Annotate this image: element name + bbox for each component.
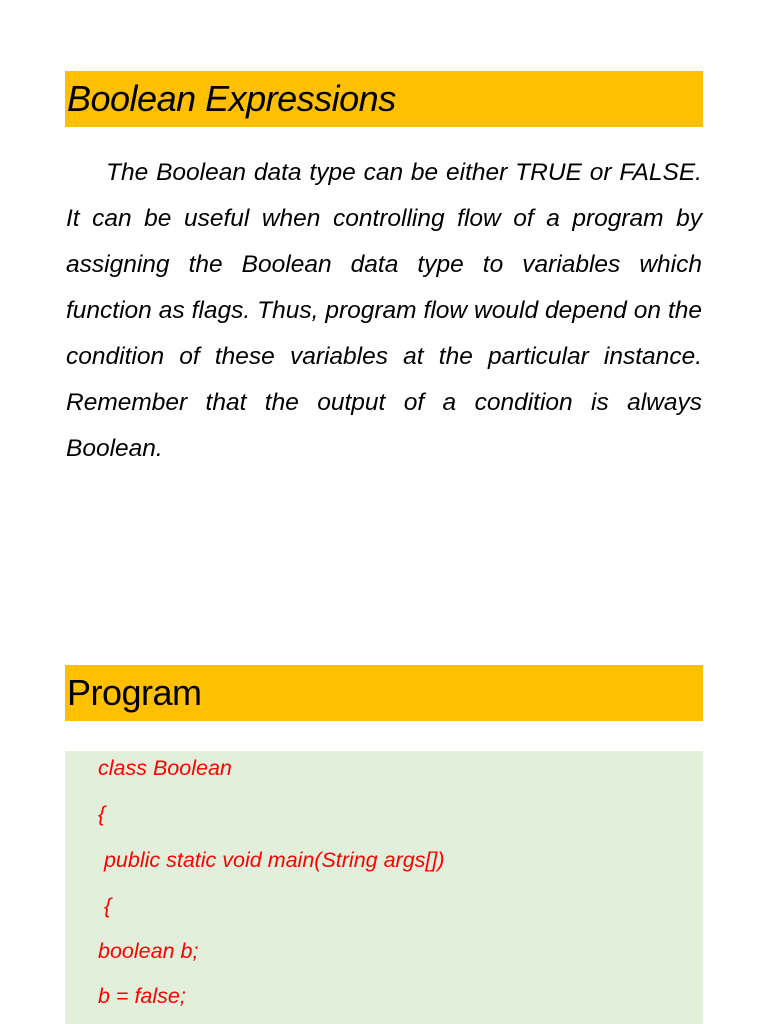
code-line: {: [98, 802, 106, 826]
code-block: [65, 751, 703, 1024]
code-line: public static void main(String args[]): [98, 848, 445, 872]
code-line: {: [98, 894, 112, 918]
heading-text: Program: [67, 672, 202, 713]
boolean-description-paragraph: The Boolean data type can be either TRUE or FALSE. It can be useful when controlling flow of a program by assigning the Boolean data type to variables which function as flags. Thus, program flow would depend on the condition of these variables at the particular instance. Remember that the output of a condition is always Boolean.: [66, 159, 702, 462]
code-line: class Boolean: [98, 756, 232, 780]
section-heading-program: [65, 665, 703, 721]
section-heading-boolean-expressions: [65, 71, 703, 127]
code-line: boolean b;: [98, 939, 199, 963]
code-line: b = false;: [98, 984, 186, 1008]
heading-text: Boolean Expressions: [67, 78, 396, 119]
